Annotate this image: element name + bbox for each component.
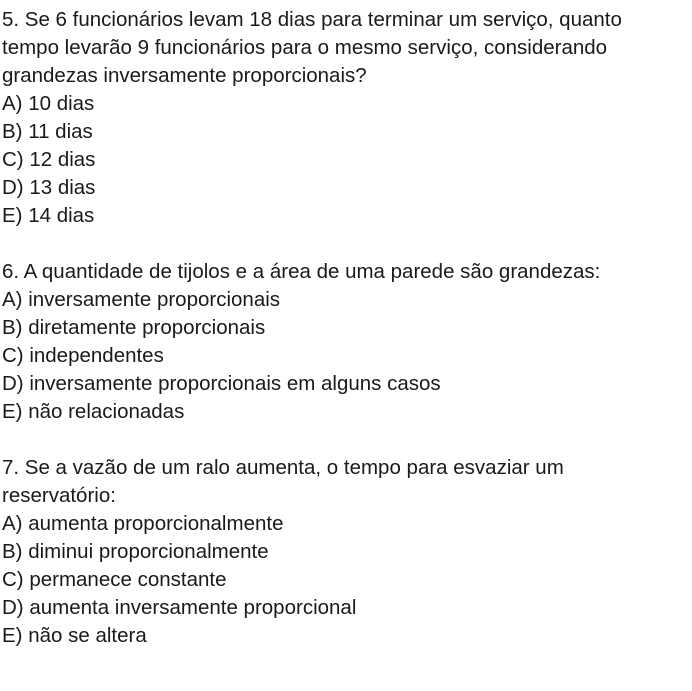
option-d: D) inversamente proporcionais em alguns casos xyxy=(2,372,441,395)
option-b: B) diretamente proporcionais xyxy=(2,316,266,339)
option-d: D) 13 dias xyxy=(2,176,96,199)
option-a: A) 10 dias xyxy=(2,92,95,115)
option-d: D) aumenta inversamente proporcional xyxy=(2,596,357,619)
option-e: E) não relacionadas xyxy=(2,400,185,423)
option-e: E) 14 dias xyxy=(2,204,95,227)
option-a: A) aumenta proporcionalmente xyxy=(2,512,284,535)
option-b: B) diminui proporcionalmente xyxy=(2,540,269,563)
question-7 xyxy=(2,454,690,650)
question-stem: 6. A quantidade de tijolos e a área de uma parede são grandezas: xyxy=(2,260,601,283)
option-c: C) 12 dias xyxy=(2,148,96,171)
option-c: C) independentes xyxy=(2,344,164,367)
option-c: C) permanece constante xyxy=(2,568,227,591)
option-e: E) não se altera xyxy=(2,624,147,647)
question-stem: 5. Se 6 funcionários levam 18 dias para terminar um serviço, quanto tempo levarão 9 funcionários para o mesmo serviço, considerando grandezas inversamente proporcionais? xyxy=(2,8,622,87)
option-a: A) inversamente proporcionais xyxy=(2,288,281,311)
option-b: B) 11 dias xyxy=(2,120,93,143)
question-5 xyxy=(2,6,690,230)
question-6 xyxy=(2,258,690,426)
question-document xyxy=(2,6,690,650)
question-stem: 7. Se a vazão de um ralo aumenta, o tempo para esvaziar um reservatório: xyxy=(2,456,564,507)
